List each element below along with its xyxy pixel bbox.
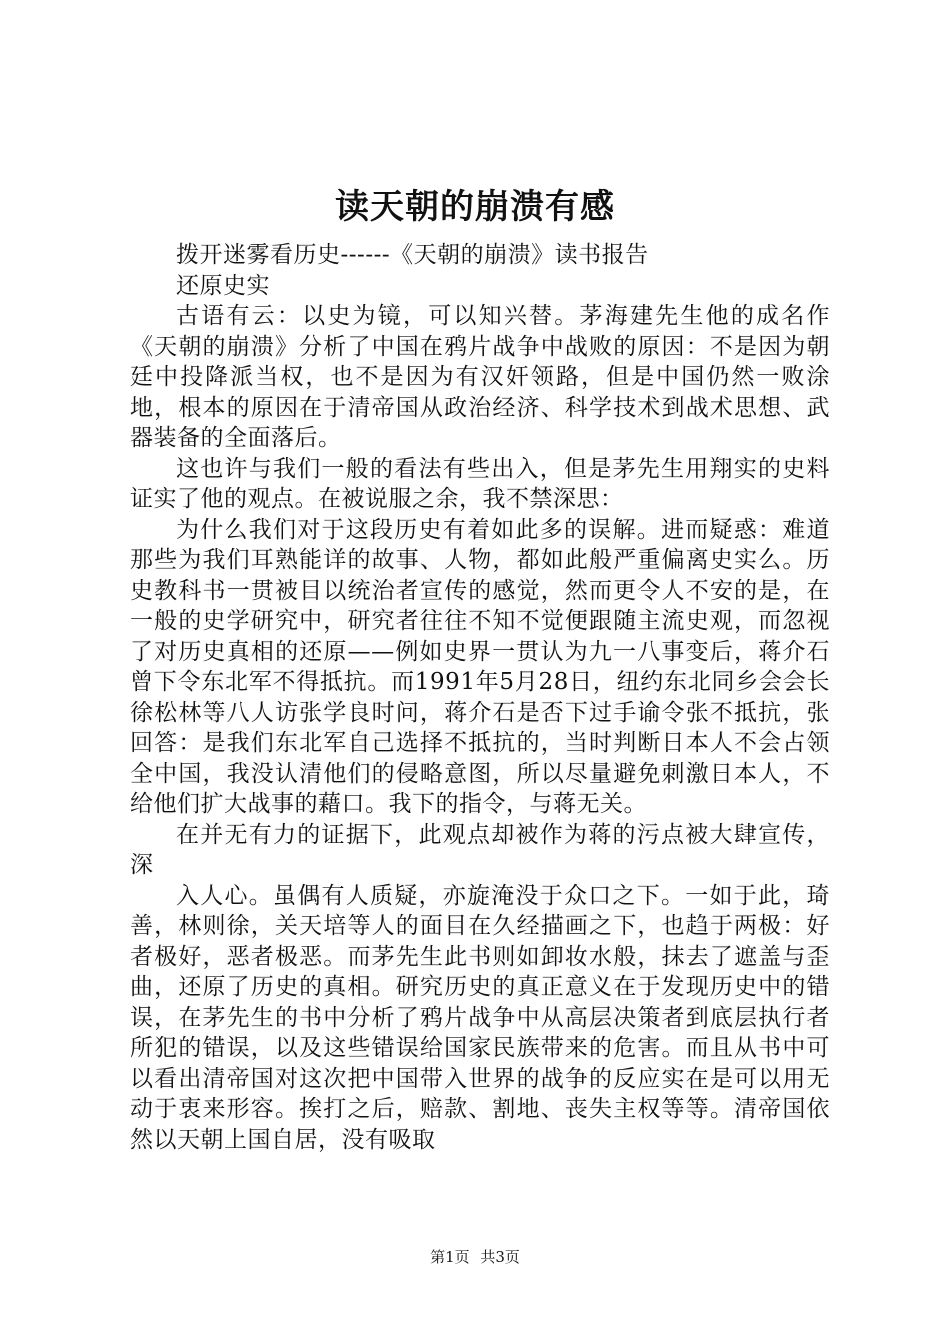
paragraph-subtitle: 拨开迷雾看历史------《天朝的崩溃》读书报告: [176, 242, 649, 268]
paragraph: 在并无有力的证据下，此观点却被作为蒋的污点被大肆宣传，深: [130, 821, 830, 878]
page-number: 第1页: [430, 1248, 470, 1266]
paragraph: 入人心。虽偶有人质疑，亦旋淹没于众口之下。一如于此，琦善，林则徐，关天培等人的面目在久经描画之下，也趋于两极：好者极好，恶者极恶。而茅先生此书则如卸妆水般，抹去了遮盖与歪曲，还原了历史的真相。研究历史的真正意义在于发现历史中的错误，在茅先生的书中分析了鸦片战争中从高层决策者到底层执行者所犯的错误，以及这些错误给国家民族带来的危害。而且从书中可以看出清帝国对这次把中国带入世界的战争的反应实在是可以用无动于衷来形容。挨打之后，赔款、割地、丧失主权等等。清帝国依然以天朝上国自居，没有吸取: [130, 882, 830, 1153]
document-title: 读天朝的崩溃有感: [335, 187, 615, 227]
paragraph: 这也许与我们一般的看法有些出入，但是茅先生用翔实的史料证实了他的观点。在被说服之余，我不禁深思：: [130, 455, 830, 512]
paragraph: 为什么我们对于这段历史有着如此多的误解。进而疑惑：难道那些为我们耳熟能详的故事、人物，都如此般严重偏离史实么。历史教科书一贯被目以统治者宣传的感觉，然而更令人不安的是，在一般的史学研究中，研究者往往不知不觉便跟随主流史观，而忽视了对历史真相的还原——例如史界一贯认为九一八事变后，蒋介石曾下令东北军不得抵抗。而1991年5月28日，纽约东北同乡会会长徐松林等八人访张学良时问，蒋介石是否下过手谕令张不抵抗，张回答：是我们东北军自己选择不抵抗的，当时判断日本人不会占领全中国，我没认清他们的侵略意图，所以尽量避免刺激日本人，不给他们扩大战事的藉口。我下的指令，与蒋无关。: [130, 516, 830, 817]
paragraph-section-heading: 还原史实: [176, 272, 270, 299]
page-footer: [0, 1247, 950, 1267]
page-total: 共3页: [480, 1248, 520, 1266]
document-body: [130, 240, 830, 1155]
paragraph: 古语有云：以史为镜，可以知兴替。茅海建先生他的成名作《天朝的崩溃》分析了中国在鸦片战争中战败的原因：不是因为朝廷中投降派当权，也不是因为有汉奸领路，但是中国仍然一败涂地，根本的原因在于清帝国从政治经济、科学技术到战术思想、武器装备的全面落后。: [130, 303, 830, 451]
